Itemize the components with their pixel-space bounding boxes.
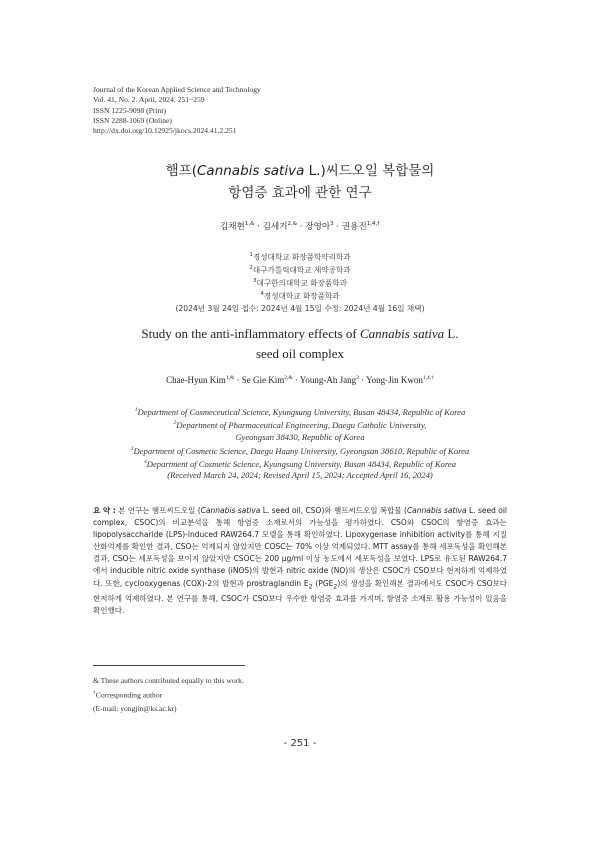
footnote-divider	[93, 665, 245, 666]
title-korean-line2: 항염증 효과에 관한 연구	[228, 185, 372, 201]
title-english-line1: Study on the anti-inflammatory effects of Cannabis sativa L.	[141, 326, 459, 341]
affiliation-en: $^2$Department of Pharmaceutical Engineering, Daegu Catholic University,	[173, 420, 427, 431]
author-ko: 장영아$^3$	[305, 221, 334, 232]
author-separator: ·	[294, 375, 300, 385]
title-english	[0, 324, 600, 364]
dates-korean: (2024년 3월 24일 접수: 2024년 4월 15일 수정: 2024년 4월 16일 채택)	[175, 303, 425, 313]
abstract: 요 약 : 본 연구는 햄프씨드오일 (Cannabis sativa L. seed oil, CSO)와 햄프씨드오일 복합물 (Cannabis sativa L. seed oil complex, CSOC)의 비교분석을 통해 항염증 소재로서의 가능성을 평가하였다. CSO와 CSOC의 항염증 효과는 lipopolysaccharide (LPS)-induced RAW264.7 모델을 통해 확인하였다. Lipoxygenase inhibition activity를 통해 지질산화억제를 확인한 결과, CSO는 억제되지 않았지만 COSC는 70% 이상 억제되었다. MTT assay를 통해 세포독성을 확인해본 결과, CSO는 세포독성을 보이지 않았지만 CSOC는 200 μg/ml 이상 농도에서 세포독성을 보였다. LPS로 유도된 RAW264.7에서 inducible nitric oxide synthase (iNOS)의 발현과 nitric oxide (NO)의 생산은 CSOC가 CSO보다 현저하게 억제하였다. 또한, cyclooxygenas (COX)-2의 발현과 prostraglandin $E_2$ $(PGE_2)$의 생성을 확인해본 결과에서도 CSOC가 CSO보다 현저하게 억제하였다. 본 연구를 통해, CSOC가 CSO보다 우수한 항염증 효과를 가지며, 항염증 소재로 활용 가능성이 있음을 확인했다.	[93, 506, 507, 616]
affiliation-ko: $^2$대구가톨릭대학교 제약공학과	[249, 265, 351, 275]
title-en-species: Cannabis sativa	[359, 326, 445, 341]
issn-print: ISSN 1225-9098 (Print)	[93, 105, 166, 115]
title-english-line2: seed oil complex	[255, 346, 345, 361]
author-ko: 김채현$^{1,\&}$	[219, 221, 255, 232]
journal-header	[93, 85, 261, 136]
author-en: Yong-Jin Kwon$^{1,4,\dagger}$	[366, 375, 434, 385]
footnotes	[93, 674, 244, 715]
title-korean	[0, 160, 600, 204]
author-separator: ·	[336, 222, 342, 232]
affiliation-ko: $^1$경성대학교 화장품학약리학과	[249, 252, 351, 262]
author-en: Young-Ah Jang$^3$	[299, 375, 359, 385]
author-en: Chae-Hyun Kim$^{1,\&}$	[166, 375, 235, 385]
author-separator: ·	[236, 375, 242, 385]
dates-english: (Received March 24, 2024; Revised April 15, 2024; Accepted April 16, 2024)	[167, 470, 433, 481]
footnote-email: (E-mail: yongjin@ks.ac.kr)	[93, 703, 177, 713]
author-ko: 권용진$^{1,4,\dagger}$	[341, 221, 381, 232]
journal-name: Journal of the Korean Applied Science and Technology	[93, 85, 261, 94]
journal-volume: Vol. 41, No. 2. April, 2024. 251~259	[93, 95, 205, 105]
title-korean-line1	[0, 160, 600, 182]
affiliation-ko: $^4$경성대학교 화장품학과	[260, 291, 340, 301]
author-separator: ·	[299, 222, 306, 232]
page-number: - 251 -	[283, 738, 317, 749]
doi-link[interactable]: http://dx.doi.org/10.12925/jkocs.2024.41.2.251	[93, 126, 237, 136]
affiliation-ko: $^3$대구한의대학교 화장품학과	[253, 278, 347, 288]
authors-korean	[0, 220, 600, 232]
authors-english	[0, 375, 600, 385]
author-en: Se Gie Kim$^{2,\&}$	[241, 375, 293, 385]
title-ko-part: 햄프(	[165, 163, 197, 179]
affiliation-en: $^4$Department of Cosmetic Science, Kyungsung University, Busan 48434, Republic of Korea	[144, 458, 456, 469]
title-ko-species: Cannabis sativa	[197, 163, 305, 179]
abstract-label: 요 약 :	[93, 506, 116, 515]
affiliations-english	[0, 405, 600, 482]
affiliations-korean	[0, 250, 600, 314]
title-ko-part: L.)씨드오일 복합물의	[304, 163, 435, 179]
footnote-equal: & These authors contributed equally to this work.	[93, 676, 244, 685]
affiliation-en: $^1$Department of Cosmeceutical Science, Kyungsung University, Busan 48434, Republic of Korea	[134, 406, 466, 417]
affiliation-en: $^3$Department of Cosmetic Science, Daegu Haany University, Gyeongsan 38610, Republic of Korea	[130, 445, 470, 456]
footnote-corresponding: †Corresponding author	[93, 690, 163, 700]
author-separator: ·	[257, 222, 263, 232]
author-separator: ·	[361, 375, 367, 385]
issn-online: ISSN 2288-1069 (Online)	[93, 115, 172, 125]
author-ko: 김세기$^{2,\&}$	[262, 221, 298, 232]
affiliation-en: Gyeongsan 38430, Republic of Korea	[235, 431, 365, 442]
